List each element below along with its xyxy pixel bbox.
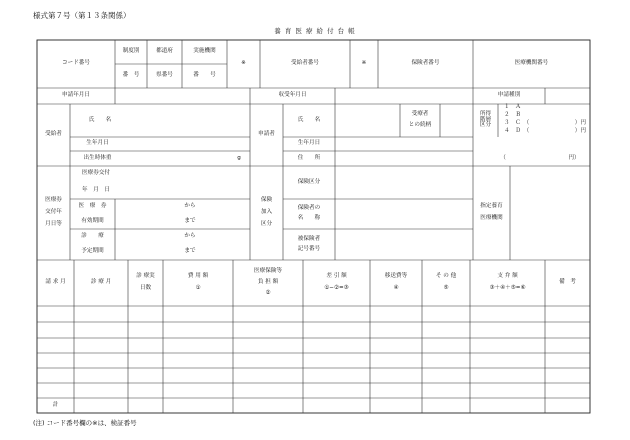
income-c: ３ Ｃ （ [504,120,530,127]
recipient-name-label: 氏 名 [88,116,112,123]
transfer-cost-header: 移送費等 ④ [384,273,408,291]
application-date-label: 申請年月日 [62,92,90,99]
treatment-from: から [184,232,196,239]
treatment-label: 診 療 [81,232,104,239]
relation-label: 受療者 との続柄 [408,111,432,128]
income-c-yen: ）円 [574,120,586,127]
issue-label-1: 医療券交付 [82,170,110,177]
footnote: (注) コード番号欄の※は、検証番号 [33,419,137,427]
planned-label: 予定期間 [81,248,104,255]
org-label-2: 番 号 [193,72,216,79]
billing-month-header: 請 求 月 [45,279,66,286]
ticket-label: 医 療 券 [78,202,107,209]
insured-number-label: 被保険者 記号番号 [297,235,321,252]
yen-close: 円） [568,154,580,161]
income-class-label: 所得 階層 区分 [479,110,492,129]
ticket-section-label: 医療券 交付年 月日等 [45,197,62,227]
seido-label-1: 制度別 [122,48,140,55]
insurance-category-label: 保険区分 [297,178,321,185]
yen-open: （ [500,154,506,161]
income-d: ４ Ｄ （ [504,128,530,135]
form-number-label: 様式第７号（第１３条関係） [33,11,131,20]
designated-inst-label: 指定養育 医療機関 [480,203,503,221]
recipient-number-label: 受給者番号 [291,60,319,67]
net-amount-header: 差 引 額 ①−②=③ [324,273,349,291]
application-type-label: 申請種別 [497,92,521,99]
birth-weight-label: 出生時体重 [83,154,112,161]
recipient-section-label: 受給者 [45,131,62,138]
other-header: そ の 他 ⑤ [435,273,457,291]
pref-label-2: 県番号 [156,72,173,79]
payment-header: 支 弁 額 ③＋④＋⑤=⑥ [489,273,526,291]
income-d-yen: ）円 [574,128,586,135]
document-title: 養 育 医 療 給 付 台 帳 [274,27,356,35]
valid-label: 有効期間 [81,217,104,224]
insurer-name-label: 保険者の 名 称 [297,205,321,221]
income-a: １ Ａ [504,104,521,111]
days-header: 診 療実 日数 [136,273,155,291]
valid-until: まで [184,217,196,224]
insurance-section-label: 保険 加入 区分 [260,197,273,227]
receipt-date-label: 収受年月日 [278,92,307,99]
org-label-1: 実施機関 [193,48,216,55]
recipient-birth-label: 生年月日 [86,140,109,147]
address-label: 住 所 [297,154,321,161]
cost-header: 費 用 額 ① [187,273,209,291]
treatment-until: まで [184,248,196,255]
remarks-header: 備 考 [559,279,576,286]
insurer-number-label: 保険者番号 [411,60,440,67]
code-number-label: コード番号 [62,60,90,67]
seido-label-2: 番 号 [122,72,140,79]
weight-unit: g [237,154,241,161]
total-label: 計 [52,401,59,408]
issue-label-2: 年 月 日 [82,186,110,193]
valid-from: から [184,202,196,209]
applicant-birth-label: 生年月日 [297,140,321,147]
applicant-section-label: 申請者 [258,131,275,138]
treatment-month-header: 診 療 月 [90,279,112,286]
applicant-name-label: 氏 名 [297,116,321,123]
pref-label-1: 都道府 [156,48,173,55]
income-b: ２ Ｂ [504,112,521,119]
check-mark-1: ※ [241,60,246,67]
medical-inst-number-label: 医療機関番号 [514,60,549,67]
insurance-share-header: 医療保険等 負 担 額 ② [254,268,282,296]
check-mark-2: ※ [361,60,367,67]
